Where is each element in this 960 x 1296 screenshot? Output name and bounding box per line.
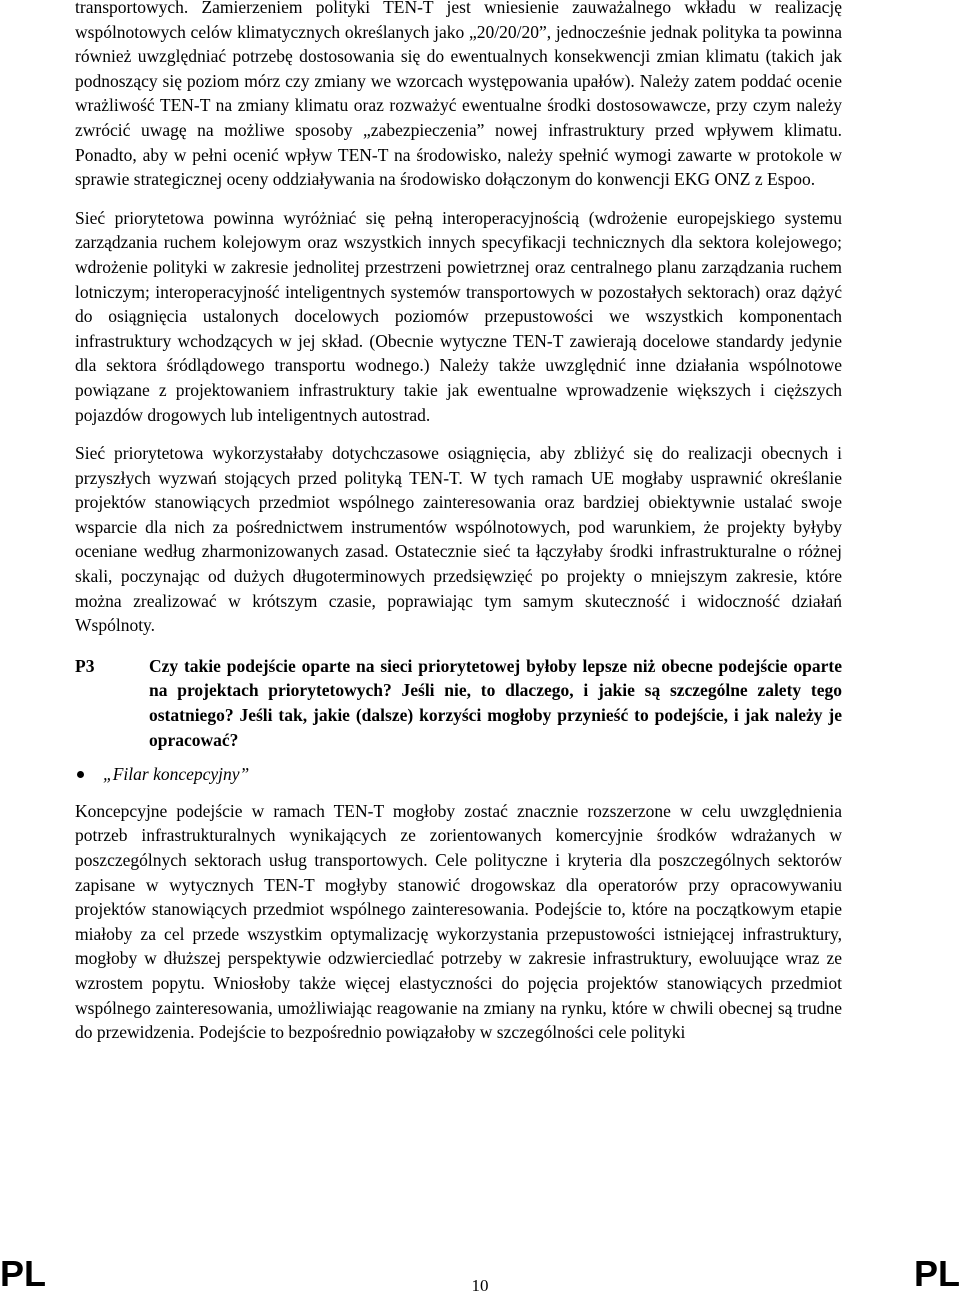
paragraph-interoperability: Sieć priorytetowa powinna wyróżniać się pełną interoperacyjnością (wdrożenie europejskiego systemu zarządzania ruchem kolejowym oraz wszystkich innych specyfikacji technicznych dla sektora kolejowego; wdrożenie polityki w zakresie jednolitej przestrzeni powietrznej oraz centralnego planu zarządzania ruchem lotniczym; interoperacyjność inteligentnych systemów transportowych w pozostałych sektorach) oraz dążyć do osiągnięcia ustalonych docelowych poziomów przepustowości we wszystkich komponentach infrastruktury wchodzących w jej skład. (Obecnie wytyczne TEN-T zawierają docelowe standardy jedynie dla sektora śródlądowego transportu wodnego.) Należy także uwzględnić inne działania wspólnotowe powiązane z projektowaniem infrastruktury takie jak ewentualne wprowadzenie większych i cięższych pojazdów drogowych lub inteligentnych autostrad. <box>75 207 842 425</box>
footer-language-left: PL <box>0 1253 47 1294</box>
page-number: 10 <box>471 1276 489 1295</box>
paragraph-climate: transportowych. Zamierzeniem polityki TEN-T jest wniesienie zauważalnego wkładu w realizację wspólnotowych celów klimatycznych określanych jako „20/20/20”, jednocześnie jednak polityka ta powinna również uwzględniać potrzebę dostosowania się do ewentualnych konsekwencji zmian klimatu (takich jak podnoszący się poziom mórz czy zmiany we wzorcach występowania upałów). Należy zatem poddać ocenie wrażliwość TEN-T na zmiany klimatu oraz rozważyć ewentualne środki dostosowawcze, przy czym należy zwrócić uwagę na możliwe sposoby „zabezpieczenia” nowej infrastruktury przed wpływem klimatu. Ponadto, aby w pełni ocenić wpływ TEN-T na środowisko, należy spełnić wymogi zawarte w protokole w sprawie strategicznej oceny oddziaływania na środowisko dołączonym do konwencji EKG ONZ z Espoo. <box>75 0 842 190</box>
footer-language-right: PL <box>913 1253 960 1294</box>
question-text: Czy takie podejście oparte na sieci priorytetowej byłoby lepsze niż obecne podejście oparte na projektach priorytetowych? Jeśli nie, to dlaczego, i jakie są szczególne zalety tego ostatniego? Jeśli tak, jakie (dalsze) korzyści mogłoby przynieść to podejście, i jak należy je opracować? <box>149 655 842 750</box>
paragraph-priority-network: Sieć priorytetowa wykorzystałaby dotychczasowe osiągnięcia, aby zbliżyć się do realizacji obecnych i przyszłych wyzwań stojących przed polityką TEN-T. W tych ramach UE mogłaby usprawnić określanie projektów stanowiących przedmiot wspólnego zainteresowania oraz bardziej obiektywnie ustalać swoje wsparcie dla nich za pośrednictwem instrumentów wspólnotowych, pod warunkiem, że projekty byłyby oceniane według zharmonizowanych zasad. Ostatecznie sieć ta łączyłaby środki infrastrukturalne o różnej skali, poczynając od dużych długoterminowych przedsięwzięć po projekty o mniejszym zakresie, które można zrealizować w krótszym czasie, poprawiając tym samym skuteczność i widoczność działań Wspólnoty. <box>75 443 842 636</box>
bullet-dot-icon <box>77 771 84 778</box>
question-block <box>75 654 842 752</box>
paragraph-conceptual-pillar: Koncepcyjne podejście w ramach TEN-T mogłoby zostać znacznie rozszerzone w celu uwzględnienia potrzeb infrastrukturalnych wynikających ze zorientowanych komercyjnie środków wdrażanych w poszczególnych sektorach usług transportowych. Cele polityczne i kryteria dla poszczególnych sektorów zapisane w wytycznych TEN-T mogłyby stanowić drogowskaz dla operatorów przy opracowywaniu projektów stanowiących przedmiot wspólnego zainteresowania. Podejście to, które na początkowym etapie miałoby za cel przede wszystkim optymalizację wykorzystania przepustowości istniejącej infrastruktury, mogłoby w dłuższej perspektywie odzwierciedlać potrzeby w zakresie infrastruktury, ewoluujące wraz ze wzrostem popytu. Wniosłoby także więcej elastyczności do pojęcia projektów stanowiących przedmiot wspólnego zainteresowania, umożliwiając reagowanie na zmiany na rynku, które w chwili obecnej są trudne do przewidzenia. Podejście to bezpośrednio powiązałoby w szczególności cele polityki <box>75 800 842 1043</box>
bullet-text: „Filar koncepcyjny” <box>103 764 250 785</box>
question-number: P3 <box>75 655 95 676</box>
bullet-item <box>75 762 842 787</box>
document-body <box>75 0 842 1045</box>
